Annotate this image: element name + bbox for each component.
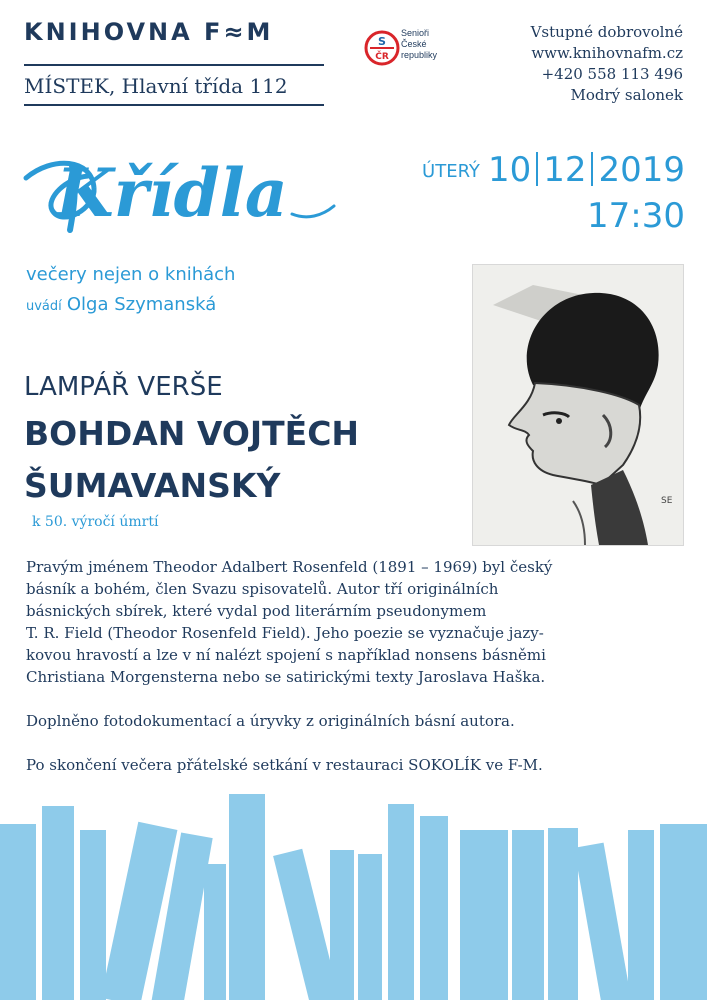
anniversary-note: k 50. výročí úmrtí — [32, 514, 159, 530]
bookshelf-illustration-icon — [0, 790, 707, 1000]
event-time: 17:30 — [587, 196, 685, 236]
event-date-time — [422, 150, 685, 236]
library-brand: KNIHOVNA F≈M — [24, 18, 274, 46]
seniors-line: České — [401, 39, 427, 49]
seniors-line: republiky — [401, 50, 438, 60]
documentation-note: Doplněno fotodokumentací a úryvky z originálních básní autora. — [26, 712, 515, 730]
phone-number: +420 558 113 496 — [541, 65, 683, 83]
poet-name-line1: BOHDAN VOJTĚCH — [24, 414, 360, 453]
header-rule-top — [24, 64, 324, 66]
bio-line: Christiana Morgensterna nebo se satirickými texty Jaroslava Haška. — [26, 668, 546, 686]
event-weekday: ÚTERÝ — [422, 161, 480, 182]
header-rule-bottom — [24, 104, 324, 106]
event-day: 10 — [487, 150, 532, 190]
seniors-logo-text — [401, 28, 461, 61]
event-month: 12 — [543, 150, 587, 190]
portrait-sketch-icon — [472, 264, 684, 546]
bio-line: kovou hravostí a lze v ní nalézt spojení s například nonsens básněmi — [26, 646, 546, 664]
kridla-series-logo-icon — [22, 148, 337, 238]
event-year: 2019 — [598, 150, 685, 190]
bio-line: básnických sbírek, které vydal pod literárním pseudonymem — [26, 602, 487, 620]
bio-line: Pravým jménem Theodor Adalbert Rosenfeld (1891 – 1969) byl český — [26, 558, 553, 576]
bio-line: T. R. Field (Theodor Rosenfeld Field). Jeho poezie se vyznačuje jazy- — [26, 624, 544, 642]
date-separator — [591, 152, 593, 186]
venue-room: Modrý salonek — [570, 86, 683, 104]
series-logo-text: Křídla — [56, 154, 288, 232]
event-date — [422, 150, 685, 190]
seniors-mark-letter-s: S — [378, 35, 386, 48]
host-name: Olga Szymanská — [66, 294, 217, 315]
portrait-signature: SE — [661, 496, 673, 506]
seniors-mark-letters-cr: ČR — [375, 52, 389, 62]
seniors-line: Senioři — [401, 28, 430, 38]
event-info — [531, 22, 683, 106]
website-link[interactable]: www.knihovnafm.cz — [531, 44, 683, 62]
date-separator — [536, 152, 538, 186]
after-event-note: Po skončení večera přátelské setkání v restauraci SOKOLÍK ve F-M. — [26, 756, 543, 774]
admission-note: Vstupné dobrovolné — [530, 23, 683, 41]
library-address: MÍSTEK, Hlavní třída 112 — [24, 74, 288, 98]
event-description — [26, 556, 686, 776]
program-title: LAMPÁŘ VERŠE — [24, 372, 223, 402]
host-label: uvádí — [26, 299, 62, 314]
host-line — [26, 294, 216, 315]
poet-name-line2: ŠUMAVANSKÝ — [24, 466, 281, 505]
series-tagline: večery nejen o knihách — [26, 264, 236, 285]
bio-line: básník a bohém, člen Svazu spisovatelů. Autor tří originálních — [26, 580, 499, 598]
